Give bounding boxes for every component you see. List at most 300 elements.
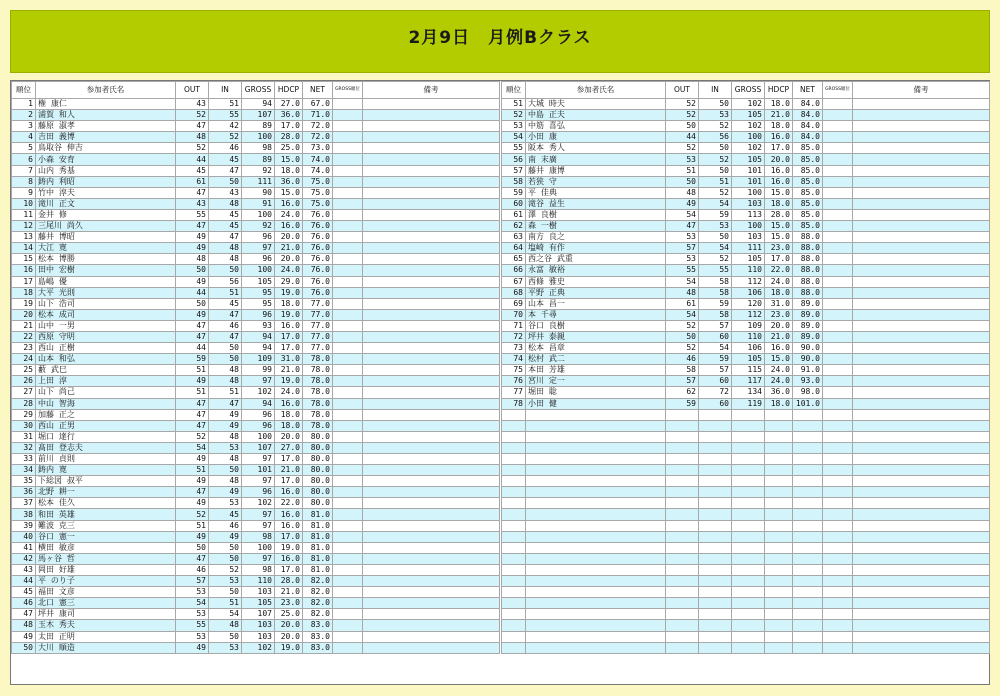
cell-name: 本田 芳雄 (526, 365, 666, 376)
cell-gross-rank (333, 99, 363, 110)
cell-name: 松村 武二 (526, 354, 666, 365)
cell-in: 48 (209, 376, 242, 387)
cell-rank (502, 498, 526, 509)
cell-remarks (853, 487, 990, 498)
cell-gross: 97 (242, 509, 275, 520)
cell-out: 53 (666, 154, 699, 165)
cell-in: 45 (209, 209, 242, 220)
cell-out: 43 (176, 198, 209, 209)
cell-gross: 100 (242, 132, 275, 143)
cell-hdcp: 21.0 (765, 331, 793, 342)
cell-net: 77.0 (303, 343, 333, 354)
cell-gross-rank (823, 254, 853, 265)
cell-out (666, 542, 699, 553)
cell-hdcp: 23.0 (275, 598, 303, 609)
cell-hdcp: 22.0 (275, 498, 303, 509)
cell-hdcp (765, 564, 793, 575)
cell-net: 80.0 (303, 487, 333, 498)
cell-name (526, 531, 666, 542)
cell-rank: 17 (12, 276, 36, 287)
cell-in (699, 454, 732, 465)
cell-gross: 97 (242, 476, 275, 487)
cell-out: 54 (176, 442, 209, 453)
cell-net: 78.0 (303, 409, 333, 420)
cell-remarks (363, 343, 500, 354)
cell-net: 85.0 (793, 154, 823, 165)
cell-rank: 11 (12, 209, 36, 220)
cell-name: 平 佳典 (526, 187, 666, 198)
cell-in: 45 (209, 509, 242, 520)
cell-gross (732, 531, 765, 542)
cell-out (666, 498, 699, 509)
cell-in (699, 498, 732, 509)
cell-name: 本 千尋 (526, 309, 666, 320)
cell-remarks (363, 398, 500, 409)
table-row (502, 376, 990, 387)
cell-remarks (363, 454, 500, 465)
table-row (12, 221, 500, 232)
cell-remarks (853, 598, 990, 609)
cell-name: 藤井 博昭 (36, 232, 176, 243)
table-row (502, 232, 990, 243)
cell-net (793, 520, 823, 531)
cell-in: 60 (699, 398, 732, 409)
cell-in: 50 (209, 465, 242, 476)
cell-net (793, 420, 823, 431)
cell-name: 坪井 康司 (36, 609, 176, 620)
cell-in: 47 (209, 309, 242, 320)
cell-rank (502, 531, 526, 542)
cell-gross-rank (333, 609, 363, 620)
cell-out: 50 (176, 542, 209, 553)
table-row (12, 387, 500, 398)
cell-out: 57 (666, 376, 699, 387)
cell-out: 50 (176, 265, 209, 276)
cell-in: 49 (209, 531, 242, 542)
header-out: OUT (666, 82, 699, 99)
cell-rank: 28 (12, 398, 36, 409)
cell-hdcp (765, 409, 793, 420)
cell-out: 47 (176, 553, 209, 564)
table-row (502, 431, 990, 442)
cell-hdcp: 20.0 (275, 631, 303, 642)
cell-name: 岡田 好雄 (36, 564, 176, 575)
cell-rank (502, 442, 526, 453)
cell-net (793, 620, 823, 631)
cell-name (526, 520, 666, 531)
cell-out (666, 520, 699, 531)
cell-hdcp (765, 420, 793, 431)
cell-remarks (363, 620, 500, 631)
cell-remarks (853, 454, 990, 465)
cell-net: 80.0 (303, 465, 333, 476)
cell-net: 89.0 (793, 309, 823, 320)
cell-in: 54 (699, 343, 732, 354)
cell-remarks (363, 409, 500, 420)
cell-rank: 61 (502, 209, 526, 220)
cell-net: 76.0 (303, 243, 333, 254)
cell-out (666, 509, 699, 520)
cell-hdcp: 15.0 (275, 154, 303, 165)
cell-net (793, 465, 823, 476)
cell-remarks (363, 576, 500, 587)
cell-gross-rank (823, 165, 853, 176)
cell-remarks (853, 587, 990, 598)
cell-hdcp: 16.0 (275, 398, 303, 409)
cell-net: 72.0 (303, 121, 333, 132)
cell-hdcp (765, 542, 793, 553)
cell-hdcp: 16.0 (275, 221, 303, 232)
cell-remarks (853, 165, 990, 176)
cell-out: 55 (176, 209, 209, 220)
cell-in (699, 509, 732, 520)
cell-gross-rank (333, 465, 363, 476)
cell-net: 85.0 (793, 198, 823, 209)
cell-name: 中筋 喜弘 (526, 121, 666, 132)
cell-remarks (853, 553, 990, 564)
cell-in (699, 531, 732, 542)
cell-rank (502, 487, 526, 498)
table-row (502, 509, 990, 520)
cell-name (526, 542, 666, 553)
cell-net: 81.0 (303, 509, 333, 520)
cell-name: 森 一樹 (526, 221, 666, 232)
cell-remarks (853, 198, 990, 209)
cell-net (793, 598, 823, 609)
table-row (502, 631, 990, 642)
cell-net: 85.0 (793, 221, 823, 232)
table-row (502, 498, 990, 509)
cell-rank: 34 (12, 465, 36, 476)
cell-name: 前川 貞則 (36, 454, 176, 465)
cell-hdcp: 28.0 (765, 209, 793, 220)
cell-name: 中山 智海 (36, 398, 176, 409)
table-row (12, 254, 500, 265)
cell-gross: 96 (242, 409, 275, 420)
cell-remarks (363, 487, 500, 498)
cell-in: 48 (209, 365, 242, 376)
cell-out (666, 409, 699, 420)
cell-remarks (363, 587, 500, 598)
table-row (12, 498, 500, 509)
cell-gross-rank (823, 99, 853, 110)
cell-hdcp: 18.0 (765, 398, 793, 409)
cell-gross (732, 587, 765, 598)
table-row (12, 143, 500, 154)
cell-gross-rank (333, 620, 363, 631)
cell-out: 49 (176, 454, 209, 465)
cell-gross-rank (823, 409, 853, 420)
cell-gross: 97 (242, 520, 275, 531)
cell-out: 45 (176, 165, 209, 176)
cell-gross-rank (333, 553, 363, 564)
cell-name (526, 631, 666, 642)
cell-net (793, 476, 823, 487)
header-gross: GROSS (732, 82, 765, 99)
cell-gross: 95 (242, 287, 275, 298)
cell-out: 49 (176, 476, 209, 487)
cell-gross-rank (823, 110, 853, 121)
table-row (502, 343, 990, 354)
cell-gross: 99 (242, 365, 275, 376)
cell-gross: 100 (242, 209, 275, 220)
cell-gross: 101 (732, 176, 765, 187)
cell-rank: 54 (502, 132, 526, 143)
cell-rank: 74 (502, 354, 526, 365)
cell-name: 福田 文彦 (36, 587, 176, 598)
cell-net: 89.0 (793, 331, 823, 342)
cell-hdcp: 21.0 (765, 110, 793, 121)
cell-rank: 32 (12, 442, 36, 453)
cell-in: 53 (209, 442, 242, 453)
table-row (12, 454, 500, 465)
cell-rank: 60 (502, 198, 526, 209)
cell-in: 55 (699, 265, 732, 276)
cell-remarks (363, 232, 500, 243)
cell-in (699, 642, 732, 653)
cell-gross-rank (823, 265, 853, 276)
cell-net: 91.0 (793, 365, 823, 376)
cell-hdcp: 29.0 (275, 276, 303, 287)
cell-gross-rank (823, 276, 853, 287)
cell-gross-rank (823, 531, 853, 542)
cell-net: 75.0 (303, 176, 333, 187)
cell-out: 54 (666, 276, 699, 287)
cell-in: 58 (699, 287, 732, 298)
table-row (502, 454, 990, 465)
table-row (502, 609, 990, 620)
cell-in: 47 (209, 398, 242, 409)
cell-remarks (363, 331, 500, 342)
cell-remarks (853, 320, 990, 331)
cell-name: 島嶋 優 (36, 276, 176, 287)
cell-out: 47 (176, 398, 209, 409)
cell-remarks (853, 121, 990, 132)
cell-out: 46 (666, 354, 699, 365)
cell-net: 76.0 (303, 287, 333, 298)
cell-net: 80.0 (303, 476, 333, 487)
cell-in: 50 (699, 165, 732, 176)
cell-gross-rank (823, 553, 853, 564)
cell-name: 大平 光則 (36, 287, 176, 298)
cell-hdcp: 19.0 (275, 542, 303, 553)
cell-remarks (363, 642, 500, 653)
cell-remarks (853, 387, 990, 398)
cell-gross: 100 (242, 265, 275, 276)
cell-name: 浦賀 和人 (36, 110, 176, 121)
cell-in: 60 (699, 331, 732, 342)
cell-net: 75.0 (303, 187, 333, 198)
cell-net: 82.0 (303, 609, 333, 620)
cell-in: 45 (209, 298, 242, 309)
cell-in: 43 (209, 187, 242, 198)
cell-gross (732, 620, 765, 631)
cell-out (666, 609, 699, 620)
cell-hdcp: 36.0 (275, 176, 303, 187)
cell-hdcp: 20.0 (275, 232, 303, 243)
cell-net: 78.0 (303, 387, 333, 398)
cell-rank: 23 (12, 343, 36, 354)
table-row (502, 487, 990, 498)
table-row (12, 132, 500, 143)
table-row (502, 409, 990, 420)
cell-name: 難波 克三 (36, 520, 176, 531)
cell-out: 53 (666, 232, 699, 243)
cell-out: 51 (176, 520, 209, 531)
cell-net (793, 531, 823, 542)
cell-out: 48 (666, 287, 699, 298)
cell-name: 谷口 憲一 (36, 531, 176, 542)
cell-rank: 65 (502, 254, 526, 265)
cell-out (666, 598, 699, 609)
cell-gross: 109 (242, 354, 275, 365)
cell-rank: 24 (12, 354, 36, 365)
cell-remarks (853, 576, 990, 587)
cell-net: 85.0 (793, 187, 823, 198)
cell-name: 下総図 叔平 (36, 476, 176, 487)
cell-remarks (853, 420, 990, 431)
table-row (12, 365, 500, 376)
table-row (502, 642, 990, 653)
cell-in (699, 465, 732, 476)
cell-net: 76.0 (303, 209, 333, 220)
cell-rank: 12 (12, 221, 36, 232)
table-row (12, 265, 500, 276)
cell-hdcp: 16.0 (765, 132, 793, 143)
cell-hdcp (765, 442, 793, 453)
cell-hdcp: 28.0 (275, 132, 303, 143)
cell-gross: 106 (732, 343, 765, 354)
cell-gross-rank (333, 187, 363, 198)
cell-in: 55 (209, 110, 242, 121)
cell-in: 48 (209, 198, 242, 209)
cell-net: 81.0 (303, 520, 333, 531)
cell-in (699, 620, 732, 631)
table-row (12, 509, 500, 520)
cell-remarks (363, 221, 500, 232)
cell-hdcp: 23.0 (765, 243, 793, 254)
cell-out (666, 564, 699, 575)
cell-net: 78.0 (303, 420, 333, 431)
cell-gross: 112 (732, 309, 765, 320)
cell-gross: 103 (242, 620, 275, 631)
cell-in: 72 (699, 387, 732, 398)
cell-name: 山本 和弘 (36, 354, 176, 365)
cell-gross: 97 (242, 454, 275, 465)
table-row (502, 520, 990, 531)
cell-net: 77.0 (303, 331, 333, 342)
cell-gross (732, 465, 765, 476)
cell-net (793, 487, 823, 498)
table-row (12, 99, 500, 110)
cell-gross: 94 (242, 343, 275, 354)
table-row (502, 387, 990, 398)
cell-out: 52 (176, 431, 209, 442)
cell-hdcp: 19.0 (275, 309, 303, 320)
table-row (12, 520, 500, 531)
cell-gross-rank (333, 110, 363, 121)
cell-gross-rank (333, 265, 363, 276)
cell-hdcp: 36.0 (765, 387, 793, 398)
cell-remarks (363, 187, 500, 198)
cell-in (699, 420, 732, 431)
cell-gross: 111 (242, 176, 275, 187)
cell-gross (732, 487, 765, 498)
cell-gross-rank (333, 598, 363, 609)
cell-in: 48 (209, 454, 242, 465)
cell-name: 平野 正典 (526, 287, 666, 298)
cell-net: 76.0 (303, 276, 333, 287)
cell-out: 47 (176, 331, 209, 342)
cell-out: 61 (666, 298, 699, 309)
cell-hdcp: 18.0 (275, 409, 303, 420)
cell-rank: 35 (12, 476, 36, 487)
table-row (502, 187, 990, 198)
table-row (12, 165, 500, 176)
cell-in: 50 (699, 99, 732, 110)
cell-net: 101.0 (793, 398, 823, 409)
table-row (502, 165, 990, 176)
page-title: 2月9日 月例Bクラス (408, 28, 592, 48)
cell-remarks (853, 265, 990, 276)
table-row (502, 420, 990, 431)
cell-rank: 31 (12, 431, 36, 442)
cell-name: 西條 雅史 (526, 276, 666, 287)
cell-gross: 102 (242, 498, 275, 509)
title-banner (10, 10, 990, 73)
cell-name (526, 553, 666, 564)
cell-name: 平 のり子 (36, 576, 176, 587)
cell-net: 74.0 (303, 165, 333, 176)
cell-rank: 68 (502, 287, 526, 298)
cell-gross: 100 (732, 187, 765, 198)
header-hdcp: HDCP (275, 82, 303, 99)
cell-gross: 110 (732, 265, 765, 276)
cell-in: 56 (699, 132, 732, 143)
cell-gross-rank (823, 642, 853, 653)
cell-net: 77.0 (303, 309, 333, 320)
cell-out: 57 (666, 243, 699, 254)
cell-gross: 90 (242, 187, 275, 198)
cell-net: 88.0 (793, 232, 823, 243)
cell-hdcp: 16.0 (275, 509, 303, 520)
cell-hdcp: 17.0 (275, 564, 303, 575)
cell-remarks (363, 564, 500, 575)
cell-out (666, 620, 699, 631)
cell-net: 82.0 (303, 598, 333, 609)
cell-gross-rank (823, 520, 853, 531)
cell-hdcp: 17.0 (765, 143, 793, 154)
table-body-right (502, 99, 990, 654)
cell-rank (502, 520, 526, 531)
cell-hdcp: 19.0 (275, 642, 303, 653)
cell-net: 90.0 (793, 343, 823, 354)
cell-remarks (853, 232, 990, 243)
table-row (502, 320, 990, 331)
cell-gross-rank (823, 298, 853, 309)
cell-hdcp: 23.0 (765, 309, 793, 320)
cell-remarks (363, 420, 500, 431)
cell-gross (732, 476, 765, 487)
table-row (12, 442, 500, 453)
table-row (502, 209, 990, 220)
cell-name (526, 476, 666, 487)
cell-gross-rank (333, 287, 363, 298)
cell-in (699, 631, 732, 642)
cell-rank: 52 (502, 110, 526, 121)
cell-in (699, 576, 732, 587)
cell-gross: 134 (732, 387, 765, 398)
